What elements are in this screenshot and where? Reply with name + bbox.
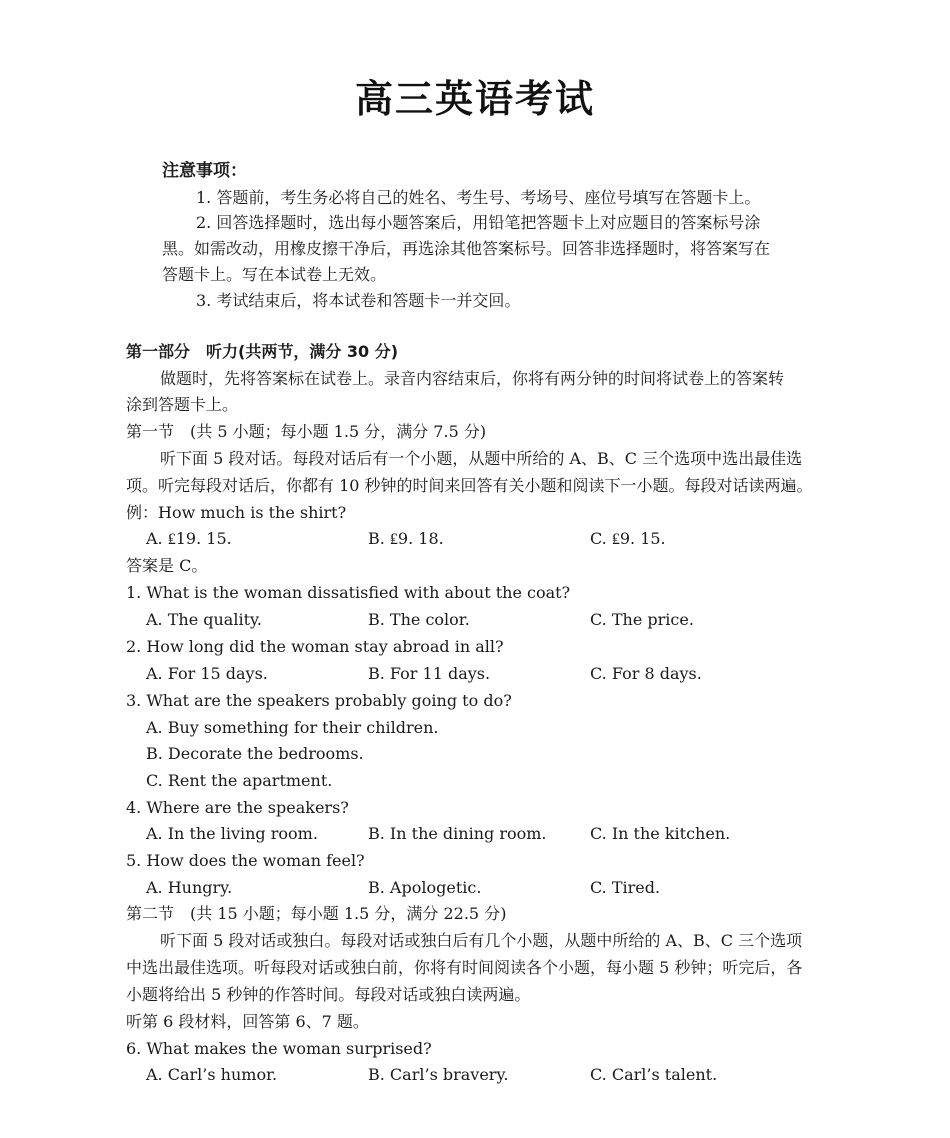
- q2-option-a: A. For 15 days.: [146, 664, 268, 683]
- q3-option-a: A. Buy something for their children.: [146, 718, 439, 737]
- part1-intro-1: 做题时，先将答案标在试卷上。录音内容结束后，你将有两分钟的时间将试卷上的答案转: [160, 369, 785, 388]
- example-option-c: C. ₤9. 15.: [590, 529, 666, 548]
- question-5: 5. How does the woman feel?: [126, 851, 365, 870]
- notes-line-5: 3. 考试结束后，将本试卷和答题卡一并交回。: [196, 291, 521, 310]
- question-1: 1. What is the woman dissatisfied with about the coat?: [126, 583, 571, 602]
- example-answer: 答案是 C。: [126, 556, 208, 575]
- q5-option-b: B. Apologetic.: [368, 878, 482, 897]
- q3-option-b: B. Decorate the bedrooms.: [146, 744, 364, 763]
- question-4: 4. Where are the speakers?: [126, 798, 349, 817]
- q4-option-c: C. In the kitchen.: [590, 824, 731, 843]
- q3-option-c: C. Rent the apartment.: [146, 771, 333, 790]
- example-question: 例：How much is the shirt?: [126, 503, 347, 522]
- q2-option-c: C. For 8 days.: [590, 664, 702, 683]
- exam-title: 高三英语考试: [354, 77, 595, 121]
- q4-option-a: A. In the living room.: [146, 824, 318, 843]
- q2-option-b: B. For 11 days.: [368, 664, 491, 683]
- part1-intro-2: 涂到答题卡上。: [126, 395, 239, 414]
- question-3: 3. What are the speakers probably going to do?: [126, 691, 512, 710]
- section1-heading: 第一节 (共 5 小题；每小题 1.5 分，满分 7.5 分): [126, 422, 487, 441]
- example-option-a: A. ₤19. 15.: [146, 529, 232, 548]
- q1-option-a: A. The quality.: [146, 610, 263, 629]
- section2-directions-3: 小题将给出 5 秒钟的作答时间。每段对话或独白读两遍。: [126, 985, 531, 1004]
- notes-line-4: 答题卡上。写在本试卷上无效。: [162, 265, 387, 284]
- q5-option-a: A. Hungry.: [146, 878, 233, 897]
- question-2: 2. How long did the woman stay abroad in all?: [126, 637, 504, 656]
- q6-option-a: A. Carl’s humor.: [146, 1065, 278, 1084]
- notes-line-2: 2. 回答选择题时，选出每小题答案后，用铅笔把答题卡上对应题目的答案标号涂: [196, 213, 761, 232]
- q6-option-c: C. Carl’s talent.: [590, 1065, 718, 1084]
- section2-directions-1: 听下面 5 段对话或独白。每段对话或独白后有几个小题，从题中所给的 A、B、C 三个选项: [160, 931, 803, 950]
- example-option-b: B. ₤9. 18.: [368, 529, 444, 548]
- notes-line-1: 1. 答题前，考生务必将自己的姓名、考生号、考场号、座位号填写在答题卡上。: [196, 188, 761, 207]
- section1-directions-1: 听下面 5 段对话。每段对话后有一个小题，从题中所给的 A、B、C 三个选项中选出最佳选: [160, 449, 803, 468]
- notes-heading: 注意事项：: [162, 161, 247, 181]
- q4-option-b: B. In the dining room.: [368, 824, 547, 843]
- q1-option-c: C. The price.: [590, 610, 694, 629]
- q1-option-b: B. The color.: [368, 610, 470, 629]
- notes-line-3: 黑。如需改动，用橡皮擦干净后，再选涂其他答案标号。回答非选择题时，将答案写在: [162, 239, 771, 258]
- q5-option-c: C. Tired.: [590, 878, 661, 897]
- section2-directions-2: 中选出最佳选项。听每段对话或独白前，你将有时间阅读各个小题，每小题 5 秒钟；听完后，各: [126, 958, 803, 977]
- section2-heading: 第二节 (共 15 小题；每小题 1.5 分，满分 22.5 分): [126, 904, 507, 923]
- section1-directions-2: 项。听完每段对话后，你都有 10 秒钟的时间来回答有关小题和阅读下一小题。每段对话读两遍。: [126, 476, 813, 495]
- q6-option-b: B. Carl’s bravery.: [368, 1065, 509, 1084]
- section2-directions-4: 听第 6 段材料，回答第 6、7 题。: [126, 1012, 369, 1031]
- part1-heading: 第一部分 听力(共两节，满分 30 分): [126, 342, 399, 361]
- question-6: 6. What makes the woman surprised?: [126, 1039, 432, 1058]
